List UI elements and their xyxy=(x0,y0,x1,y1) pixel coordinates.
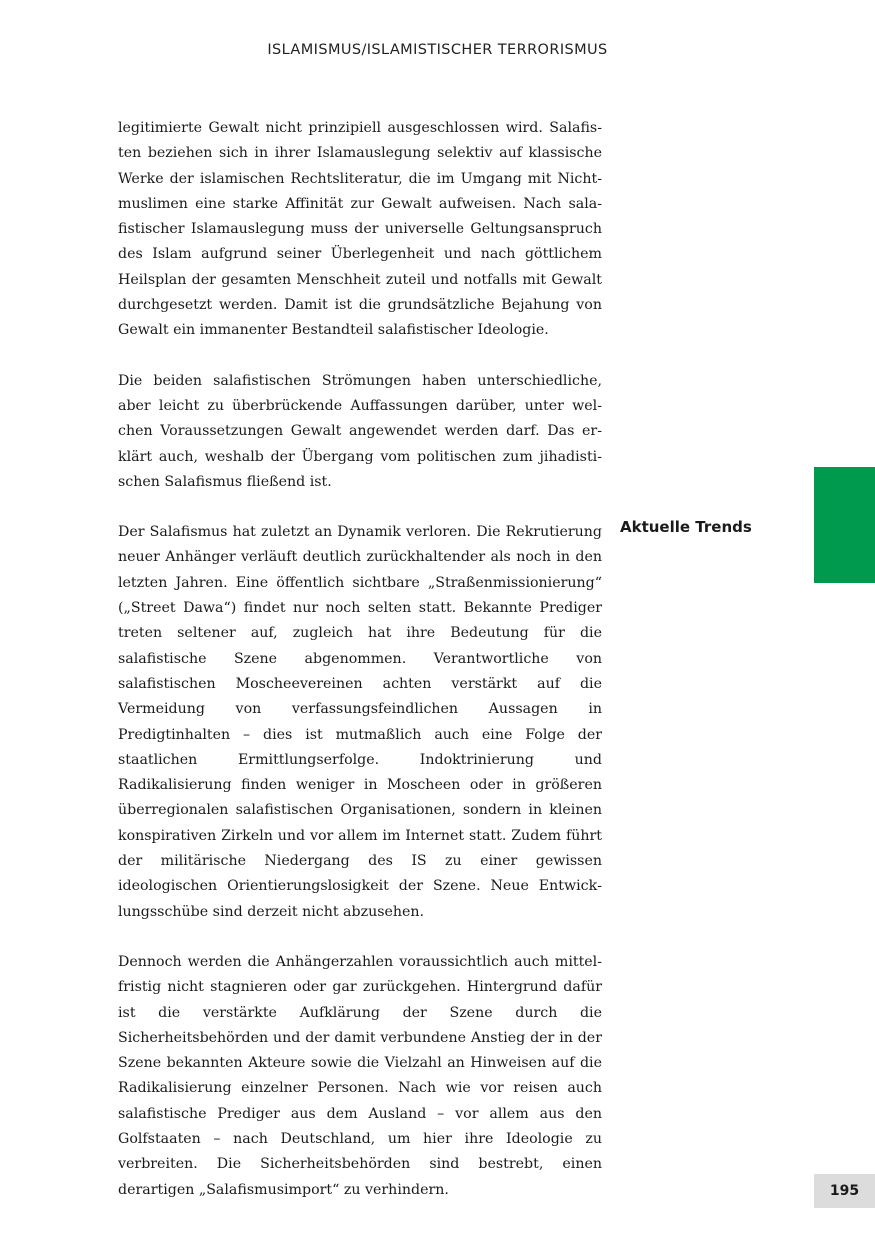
body-text xyxy=(118,116,602,1228)
paragraph: Dennoch werden die Anhängerzahlen voraussichtlich auch mittelfristig nicht stagnieren oder gar zurückgehen. Hintergrund dafür ist die verstärkte Aufklärung der Szene durch die Sicherheitsbehörden und der damit verbundene Anstieg der in der Szene bekannten Akteure sowie die Vielzahl an Hinweisen auf die Radikalisierung einzelner Personen. Nach wie vor reisen auch salafistische Prediger aus dem Ausland – vor allem aus den Golfstaaten – nach Deutschland, um hier ihre Ideologie zu verbreiten. Die Sicherheitsbehörden sind bestrebt, einen derartigen „Salafismusimport“ zu verhindern. xyxy=(118,953,602,1198)
paragraph: legitimierte Gewalt nicht prinzipiell ausgeschlossen wird. Salafisten beziehen sich in ihrer Islamauslegung selektiv auf klassische Werke der islamischen Rechtsliteratur, die im Umgang mit Nichtmuslimen eine starke Affinität zur Gewalt aufweisen. Nach salafistischer Islamauslegung muss der universelle Geltungsanspruch des Islam aufgrund seiner Überlegenheit und nach göttlichem Heilsplan der gesamten Menschheit zuteil und notfalls mit Gewalt durchgesetzt werden. Damit ist die grundsätzliche Bejahung von Gewalt ein immanenter Bestandteil salafistischer Ideologie. xyxy=(118,120,602,339)
chapter-tab-marker xyxy=(814,467,875,583)
margin-heading: Aktuelle Trends xyxy=(620,518,752,536)
running-header: ISLAMISMUS/ISLAMISTISCHER TERRORISMUS xyxy=(267,42,608,58)
paragraph: Die beiden salafistischen Strömungen haben unterschiedliche, aber leicht zu überbrückende Auffassungen darüber, unter welchen Voraussetzungen Gewalt angewendet werden darf. Das erklärt auch, weshalb der Übergang vom politischen zum jihadistischen Salafismus fließend ist. xyxy=(118,372,602,490)
page-number: 195 xyxy=(814,1174,875,1208)
paragraph: Der Salafismus hat zuletzt an Dynamik verloren. Die Rekrutierung neuer Anhänger verläuft deutlich zurückhaltender als noch in den letzten Jahren. Eine öffentlich sichtbare „Straßenmissionierung“ („Street Dawa“) findet nur noch selten statt. Bekannte Prediger treten seltener auf, zugleich hat ihre Bedeutung für die salafistische Szene abgenommen. Verantwortliche von salafistischen Moscheevereinen achten verstärkt auf die Vermeidung von verfassungsfeindlichen Aussagen in Predigtinhalten – dies ist mutmaßlich auch eine Folge der staatlichen Ermittlungserfolge. Indoktrinierung und Radikalisierung finden weniger in Moscheen oder in größeren überregionalen salafistischen Organisationen, sondern in kleinen konspirativen Zirkeln und vor allem im Internet statt. Zudem führt der militärische Niedergang des IS zu einer gewissen ideologischen Orientierungslosigkeit der Szene. Neue Entwicklungsschübe sind derzeit nicht abzusehen. xyxy=(118,524,602,920)
